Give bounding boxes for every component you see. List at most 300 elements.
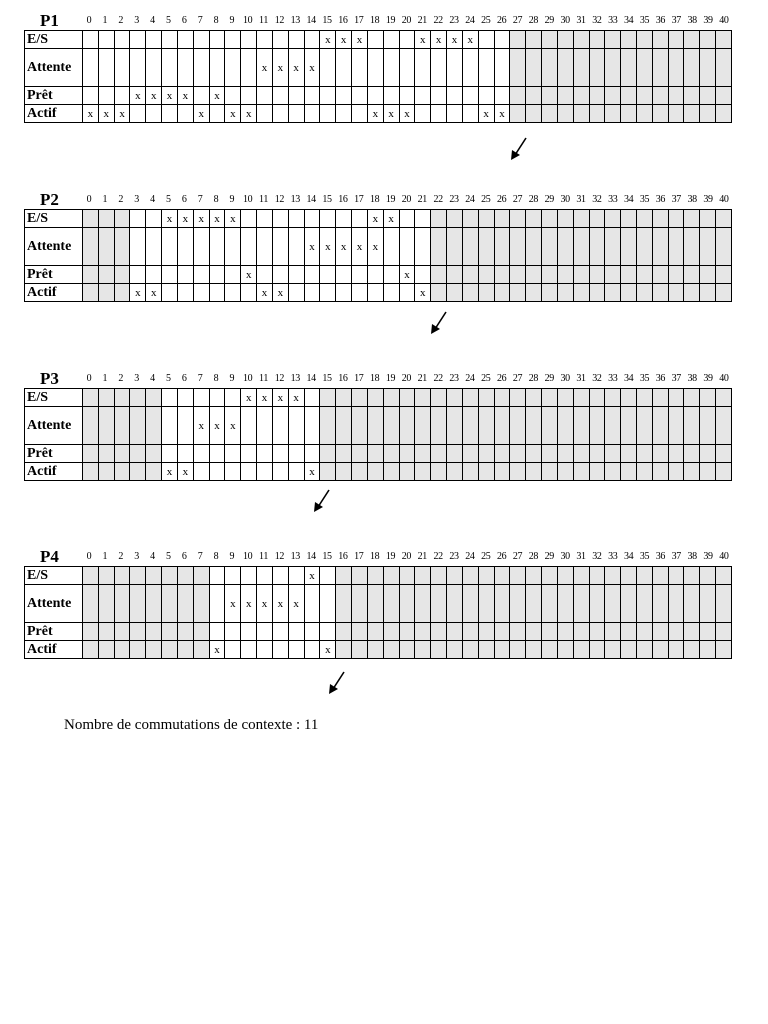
grid-cell [557, 407, 573, 445]
grid-cell [431, 623, 447, 641]
time-tick: 12 [274, 551, 285, 562]
time-tick: 0 [86, 15, 92, 26]
time-tick: 24 [465, 551, 475, 562]
grid-cell [304, 266, 320, 284]
grid-cell [83, 641, 99, 659]
time-tick: 11 [259, 15, 269, 26]
grid-cell [272, 105, 288, 123]
grid-cell [462, 641, 478, 659]
grid-cell [336, 623, 352, 641]
time-tick: 38 [687, 373, 697, 384]
grid-cell [557, 389, 573, 407]
time-tick: 14 [306, 15, 316, 26]
state-mark: x [272, 585, 288, 623]
grid-cell [352, 210, 368, 228]
grid-cell [352, 641, 368, 659]
grid-cell [652, 49, 668, 87]
grid-cell [636, 407, 652, 445]
time-tick: 39 [703, 551, 713, 562]
state-mark: x [83, 105, 99, 123]
grid-cell [589, 105, 605, 123]
time-tick: 31 [576, 551, 586, 562]
grid-cell [573, 210, 589, 228]
grid-cell [320, 210, 336, 228]
grid-cell [668, 105, 684, 123]
time-tick: 24 [465, 373, 475, 384]
grid-cell [336, 585, 352, 623]
time-tick: 36 [655, 194, 666, 205]
time-tick: 36 [655, 373, 666, 384]
time-tick: 17 [354, 551, 364, 562]
grid-cell [225, 567, 241, 585]
grid-cell [447, 389, 463, 407]
state-mark: x [257, 284, 273, 302]
grid-cell [193, 266, 209, 284]
grid-cell [557, 585, 573, 623]
state-mark: x [383, 105, 399, 123]
grid-cell [700, 623, 716, 641]
time-tick: 24 [465, 15, 475, 26]
grid-cell [557, 641, 573, 659]
grid-cell [257, 210, 273, 228]
grid-cell [367, 407, 383, 445]
grid-cell [636, 105, 652, 123]
time-axis [81, 14, 732, 28]
time-tick: 36 [655, 15, 666, 26]
grid-cell [494, 87, 510, 105]
grid-cell [684, 228, 700, 266]
grid-cell [162, 49, 178, 87]
grid-cell [621, 105, 637, 123]
time-tick: 34 [623, 15, 634, 26]
grid-cell [336, 463, 352, 481]
grid-cell [652, 407, 668, 445]
time-tick: 27 [512, 15, 523, 26]
state-mark: x [272, 284, 288, 302]
grid-cell [383, 463, 399, 481]
grid-cell [114, 210, 130, 228]
grid-cell [83, 87, 99, 105]
grid-cell [415, 585, 431, 623]
grid-cell [700, 463, 716, 481]
time-tick: 0 [86, 551, 92, 562]
grid-cell [367, 463, 383, 481]
time-tick: 1 [102, 373, 108, 384]
grid-cell [636, 567, 652, 585]
state-label: Actif [25, 105, 83, 123]
state-mark: x [272, 49, 288, 87]
state-label: Attente [25, 585, 83, 623]
grid-cell [130, 623, 146, 641]
state-label: Attente [25, 228, 83, 266]
time-tick: 8 [213, 373, 219, 384]
grid-cell [383, 228, 399, 266]
grid-cell [288, 105, 304, 123]
grid-cell [241, 49, 257, 87]
grid-cell [146, 31, 162, 49]
grid-cell [668, 31, 684, 49]
time-tick: 25 [481, 373, 491, 384]
state-mark: x [288, 389, 304, 407]
grid-cell [83, 445, 99, 463]
grid-cell [510, 567, 526, 585]
grid-cell [130, 31, 146, 49]
grid-cell [716, 623, 732, 641]
grid-cell [700, 105, 716, 123]
grid-cell [605, 585, 621, 623]
arrow-down-left-icon [510, 137, 528, 161]
grid-cell [399, 284, 415, 302]
grid-cell [447, 407, 463, 445]
grid-cell [542, 266, 558, 284]
grid-cell [589, 641, 605, 659]
state-grid [24, 566, 732, 659]
state-label: Actif [25, 463, 83, 481]
grid-cell [367, 567, 383, 585]
grid-cell [146, 228, 162, 266]
grid-cell [209, 49, 225, 87]
grid-cell [684, 210, 700, 228]
grid-cell [542, 31, 558, 49]
grid-cell [272, 567, 288, 585]
grid-cell [542, 641, 558, 659]
grid-cell [636, 87, 652, 105]
grid-cell [494, 407, 510, 445]
grid-cell [494, 49, 510, 87]
grid-cell [304, 623, 320, 641]
grid-cell [684, 389, 700, 407]
process-title: P1 [40, 11, 59, 30]
grid-cell [605, 228, 621, 266]
time-tick: 4 [150, 194, 155, 205]
state-row [25, 389, 732, 407]
grid-cell [177, 284, 193, 302]
time-tick: 25 [481, 15, 491, 26]
grid-cell [320, 407, 336, 445]
time-tick: 22 [433, 194, 443, 205]
grid-cell [367, 641, 383, 659]
time-axis [81, 372, 732, 386]
grid-cell [542, 228, 558, 266]
grid-cell [716, 567, 732, 585]
time-tick: 5 [165, 15, 171, 26]
grid-cell [605, 567, 621, 585]
grid-cell [478, 210, 494, 228]
time-tick: 7 [197, 551, 203, 562]
time-tick: 4 [150, 15, 155, 26]
grid-cell [162, 31, 178, 49]
grid-cell [589, 266, 605, 284]
grid-cell [573, 49, 589, 87]
grid-cell [83, 567, 99, 585]
grid-cell [478, 49, 494, 87]
process-title: P3 [40, 369, 59, 388]
grid-cell [98, 284, 114, 302]
grid-cell [399, 210, 415, 228]
grid-cell [652, 87, 668, 105]
grid-cell [383, 87, 399, 105]
state-mark: x [257, 389, 273, 407]
grid-cell [146, 623, 162, 641]
grid-cell [272, 623, 288, 641]
grid-cell [478, 463, 494, 481]
grid-cell [668, 266, 684, 284]
time-tick: 39 [703, 194, 713, 205]
grid-cell [431, 585, 447, 623]
grid-cell [383, 389, 399, 407]
state-mark: x [177, 210, 193, 228]
time-tick: 30 [560, 551, 570, 562]
time-tick: 5 [165, 551, 171, 562]
time-tick: 4 [150, 551, 155, 562]
time-tick: 35 [639, 15, 650, 26]
grid-cell [668, 445, 684, 463]
grid-cell [146, 463, 162, 481]
time-tick: 3 [134, 194, 139, 205]
time-tick: 6 [181, 551, 187, 562]
grid-cell [130, 641, 146, 659]
grid-cell [652, 210, 668, 228]
state-mark: x [320, 31, 336, 49]
grid-cell [716, 641, 732, 659]
grid-cell [415, 641, 431, 659]
grid-cell [209, 445, 225, 463]
grid-cell [526, 87, 542, 105]
grid-cell [510, 49, 526, 87]
grid-cell [415, 228, 431, 266]
time-tick: 15 [322, 373, 332, 384]
time-tick: 11 [259, 551, 269, 562]
grid-cell [288, 228, 304, 266]
time-tick: 13 [290, 551, 301, 562]
time-tick: 15 [322, 551, 332, 562]
grid-cell [114, 623, 130, 641]
grid-cell [668, 623, 684, 641]
grid-cell [177, 389, 193, 407]
grid-cell [209, 31, 225, 49]
grid-cell [98, 87, 114, 105]
grid-cell [652, 567, 668, 585]
grid-cell [605, 389, 621, 407]
state-mark: x [383, 210, 399, 228]
time-tick: 18 [369, 194, 380, 205]
grid-cell [636, 641, 652, 659]
grid-cell [367, 284, 383, 302]
state-label: Prêt [25, 87, 83, 105]
grid-cell [431, 407, 447, 445]
grid-cell [557, 567, 573, 585]
time-tick: 19 [385, 373, 396, 384]
grid-cell [510, 228, 526, 266]
grid-cell [272, 210, 288, 228]
state-row [25, 31, 732, 49]
grid-cell [415, 105, 431, 123]
state-mark: x [320, 641, 336, 659]
time-tick: 17 [354, 15, 364, 26]
grid-cell [589, 623, 605, 641]
state-mark: x [304, 228, 320, 266]
time-tick: 40 [719, 15, 729, 26]
grid-cell [383, 31, 399, 49]
grid-cell [177, 105, 193, 123]
grid-cell [383, 266, 399, 284]
grid-cell [684, 31, 700, 49]
time-tick: 19 [385, 15, 396, 26]
grid-cell [526, 585, 542, 623]
grid-cell [177, 407, 193, 445]
grid-cell [700, 49, 716, 87]
grid-cell [83, 623, 99, 641]
grid-cell [652, 105, 668, 123]
grid-cell [320, 105, 336, 123]
state-mark: x [399, 266, 415, 284]
grid-cell [415, 389, 431, 407]
state-row [25, 49, 732, 87]
grid-cell [447, 228, 463, 266]
state-row [25, 641, 732, 659]
grid-cell [399, 389, 415, 407]
grid-cell [130, 105, 146, 123]
grid-cell [557, 228, 573, 266]
grid-cell [367, 87, 383, 105]
time-tick: 35 [639, 194, 650, 205]
grid-cell [684, 105, 700, 123]
process-title: P2 [40, 190, 59, 209]
grid-cell [462, 445, 478, 463]
grid-cell [605, 49, 621, 87]
grid-cell [589, 31, 605, 49]
state-mark: x [130, 87, 146, 105]
state-mark: x [415, 31, 431, 49]
grid-cell [462, 567, 478, 585]
state-row [25, 105, 732, 123]
grid-cell [177, 228, 193, 266]
time-tick: 29 [544, 15, 555, 26]
grid-cell [621, 31, 637, 49]
time-tick: 32 [592, 15, 602, 26]
state-grid [24, 388, 732, 481]
grid-cell [542, 463, 558, 481]
time-tick: 0 [86, 373, 92, 384]
grid-cell [573, 463, 589, 481]
state-mark: x [162, 87, 178, 105]
grid-cell [526, 445, 542, 463]
grid-cell [162, 585, 178, 623]
time-tick: 32 [592, 373, 602, 384]
grid-cell [146, 585, 162, 623]
time-tick: 38 [687, 15, 697, 26]
time-tick: 20 [401, 373, 412, 384]
grid-cell [447, 210, 463, 228]
grid-cell [447, 49, 463, 87]
grid-cell [83, 463, 99, 481]
grid-cell [652, 31, 668, 49]
state-mark: x [146, 284, 162, 302]
state-row [25, 87, 732, 105]
state-mark: x [304, 567, 320, 585]
grid-cell [462, 87, 478, 105]
state-mark: x [367, 105, 383, 123]
time-tick: 7 [197, 373, 203, 384]
grid-cell [257, 567, 273, 585]
grid-cell [193, 445, 209, 463]
grid-cell [668, 585, 684, 623]
state-row [25, 266, 732, 284]
grid-cell [193, 623, 209, 641]
time-tick: 30 [560, 373, 570, 384]
grid-cell [415, 445, 431, 463]
process-title: P4 [40, 547, 59, 566]
grid-cell [542, 105, 558, 123]
grid-cell [636, 266, 652, 284]
grid-cell [447, 87, 463, 105]
grid-cell [352, 407, 368, 445]
grid-cell [557, 49, 573, 87]
grid-cell [320, 49, 336, 87]
grid-cell [605, 210, 621, 228]
grid-cell [510, 31, 526, 49]
grid-cell [241, 87, 257, 105]
grid-cell [225, 641, 241, 659]
grid-cell [636, 463, 652, 481]
time-tick: 11 [259, 194, 269, 205]
grid-cell [700, 567, 716, 585]
time-tick: 38 [687, 194, 697, 205]
time-tick: 38 [687, 551, 697, 562]
grid-cell [399, 228, 415, 266]
grid-cell [336, 567, 352, 585]
grid-cell [130, 567, 146, 585]
grid-cell [241, 31, 257, 49]
time-tick: 20 [401, 194, 412, 205]
time-tick: 25 [481, 551, 491, 562]
grid-cell [510, 641, 526, 659]
state-mark: x [114, 105, 130, 123]
grid-cell [83, 228, 99, 266]
grid-cell [621, 445, 637, 463]
grid-cell [510, 389, 526, 407]
state-mark: x [367, 228, 383, 266]
grid-cell [162, 407, 178, 445]
grid-cell [431, 228, 447, 266]
grid-cell [589, 210, 605, 228]
grid-cell [177, 266, 193, 284]
grid-cell [225, 389, 241, 407]
grid-cell [336, 641, 352, 659]
state-label: Prêt [25, 445, 83, 463]
grid-cell [241, 623, 257, 641]
grid-cell [209, 266, 225, 284]
grid-cell [431, 284, 447, 302]
grid-cell [399, 87, 415, 105]
time-tick: 30 [560, 194, 570, 205]
grid-cell [383, 445, 399, 463]
grid-cell [272, 407, 288, 445]
grid-cell [272, 87, 288, 105]
grid-cell [557, 87, 573, 105]
grid-cell [130, 407, 146, 445]
state-grid [24, 209, 732, 302]
grid-cell [494, 228, 510, 266]
time-tick: 32 [592, 551, 602, 562]
state-mark: x [399, 105, 415, 123]
grid-cell [320, 585, 336, 623]
grid-cell [447, 284, 463, 302]
state-mark: x [241, 105, 257, 123]
grid-cell [526, 641, 542, 659]
grid-cell [621, 87, 637, 105]
grid-cell [510, 445, 526, 463]
